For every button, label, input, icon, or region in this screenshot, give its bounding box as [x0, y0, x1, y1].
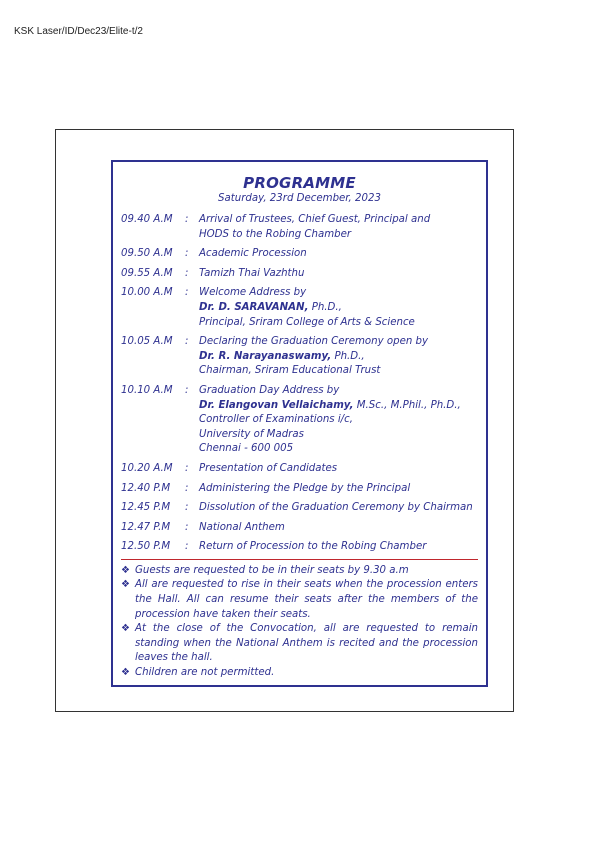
bullet-icon: ❖: [121, 579, 130, 591]
schedule-separator: :: [185, 214, 189, 225]
description-line: Tamizh Thai Vazhthu: [199, 267, 305, 279]
document-code: KSK Laser/ID/Dec23/Elite-t/2: [14, 26, 143, 37]
separator-rule: [121, 559, 478, 560]
speaker-qualifications: Ph.D.,: [308, 301, 342, 313]
schedule-description: [199, 501, 478, 516]
programme-date: Saturday, 23rd December, 2023: [218, 193, 381, 204]
notes-list: [121, 564, 478, 681]
schedule-row: [121, 540, 478, 555]
schedule-separator: :: [185, 336, 189, 348]
schedule-time: 10.20 A.M: [121, 462, 173, 474]
schedule-description: [199, 482, 478, 497]
schedule-time: 12.47 P.M: [121, 521, 171, 533]
bullet-icon: ❖: [121, 623, 130, 635]
speaker-name: Dr. D. SARAVANAN,: [199, 301, 309, 313]
description-line: National Anthem: [199, 521, 285, 533]
schedule-separator: :: [185, 384, 189, 396]
schedule-time: 10.00 A.M: [121, 287, 173, 299]
schedule-separator: :: [185, 502, 189, 514]
speaker-name: Dr. R. Narayanaswamy,: [199, 350, 332, 362]
bullet-icon: ❖: [121, 564, 130, 576]
schedule-list: [121, 213, 478, 555]
bullet-icon: ❖: [121, 667, 130, 679]
schedule-separator: :: [185, 248, 189, 260]
schedule-row: [121, 521, 478, 536]
description-line: Administering the Pledge by the Principal: [199, 482, 411, 494]
schedule-separator: :: [185, 267, 189, 279]
schedule-separator: :: [185, 287, 189, 299]
schedule-time: 09.55 A.M: [121, 267, 173, 279]
note-item: [121, 622, 478, 666]
description-line: Return of Procession to the Robing Chamber: [199, 541, 427, 553]
schedule-row: [121, 384, 478, 457]
speaker-detail: University of Madras: [199, 428, 304, 440]
schedule-time: 12.40 P.M: [121, 482, 171, 494]
note-item: [121, 578, 478, 622]
schedule-row: [121, 501, 478, 516]
schedule-time: 12.50 P.M: [121, 541, 171, 553]
speaker-detail: Principal, Sriram College of Arts & Science: [199, 316, 415, 328]
description-line: Presentation of Candidates: [199, 462, 338, 474]
speaker-detail: Controller of Examinations i/c,: [199, 414, 353, 426]
schedule-description: [199, 286, 478, 330]
speaker-name: Dr. Elangovan Vellaichamy,: [199, 399, 354, 411]
programme-card: [111, 160, 488, 687]
schedule-time: 09.40 A.M: [121, 214, 173, 225]
description-line: Academic Procession: [199, 248, 307, 260]
speaker-qualifications: Ph.D.,: [331, 350, 365, 362]
note-text: All are requested to rise in their seats when the procession enters the Hall. All can resume their seats after the members of the procession have taken their seats.: [135, 579, 478, 620]
note-text: Guests are requested to be in their seats by 9.30 a.m: [135, 564, 409, 576]
description-line: Declaring the Graduation Ceremony open by: [199, 336, 429, 348]
schedule-time: 10.05 A.M: [121, 336, 173, 348]
schedule-description: [199, 540, 478, 555]
schedule-time: 12.45 P.M: [121, 502, 171, 514]
schedule-time: 10.10 A.M: [121, 384, 173, 396]
schedule-separator: :: [185, 462, 189, 474]
schedule-description: [199, 267, 478, 282]
note-text: At the close of the Convocation, all are requested to remain standing when the National Anthem is recited and the procession leaves the hall.: [135, 623, 478, 664]
speaker-detail: Chairman, Sriram Educational Trust: [199, 365, 381, 377]
schedule-row: [121, 213, 478, 242]
description-line: Welcome Address by: [199, 287, 307, 299]
schedule-description: [199, 213, 478, 242]
schedule-separator: :: [185, 521, 189, 533]
speaker-line: [199, 301, 478, 316]
description-line: Arrival of Trustees, Chief Guest, Principal and: [199, 214, 431, 225]
schedule-row: [121, 335, 478, 379]
note-item: [121, 564, 478, 579]
schedule-description: [199, 521, 478, 536]
schedule-description: [199, 335, 478, 379]
schedule-row: [121, 247, 478, 262]
schedule-row: [121, 462, 478, 477]
schedule-separator: :: [185, 482, 189, 494]
note-text: Children are not permitted.: [135, 667, 275, 679]
schedule-separator: :: [185, 541, 189, 553]
speaker-qualifications: M.Sc., M.Phil., Ph.D.,: [353, 399, 461, 411]
description-line: Dissolution of the Graduation Ceremony by Chairman: [199, 502, 473, 514]
speaker-line: [199, 350, 478, 365]
note-item: [121, 666, 478, 681]
description-line: Graduation Day Address by: [199, 384, 340, 396]
schedule-time: 09.50 A.M: [121, 248, 173, 260]
schedule-row: [121, 286, 478, 330]
description-line: HODS to the Robing Chamber: [199, 228, 352, 240]
speaker-detail: Chennai - 600 005: [199, 443, 294, 455]
schedule-row: [121, 267, 478, 282]
schedule-row: [121, 482, 478, 497]
programme-title: PROGRAMME: [243, 174, 356, 192]
schedule-description: [199, 462, 478, 477]
speaker-line: [199, 399, 478, 414]
schedule-description: [199, 384, 478, 457]
schedule-description: [199, 247, 478, 262]
